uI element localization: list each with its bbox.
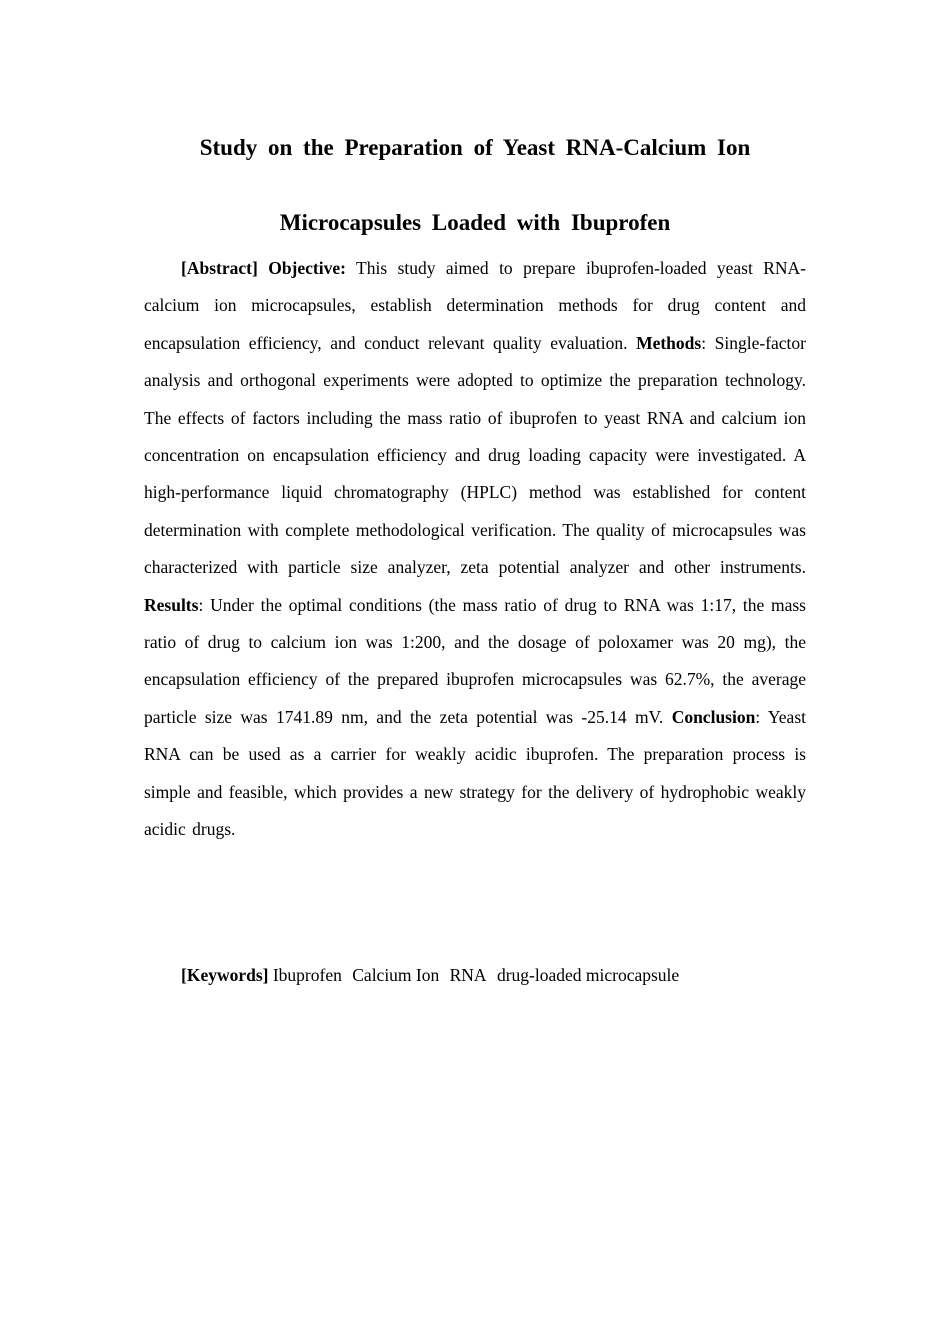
methods-text: : Single-factor analysis and orthogonal experiments were adopted to optimize the preparation technology. The effects of factors including the mass ratio of ibuprofen to yeast RNA and calcium ion concentration on encapsulation efficiency and drug loading capacity were investigated. A high-performance liquid chromatography (HPLC) method was established for content determination with complete methodological verification. The quality of microcapsules was characterized with particle size analyzer, zeta potential analyzer and other instruments. <box>144 332 807 578</box>
keyword-item: Calcium Ion <box>352 965 440 985</box>
keyword-item: Ibuprofen <box>272 965 342 985</box>
results-text: : Under the optimal conditions (the mass ratio of drug to RNA was 1:17, the mass ratio of drug to calcium ion was 1:200, and the dosage of poloxamer was 20 mg), the encapsulation efficiency of the prepared ibuprofen microcapsules was 62.7%, the average particle size was 1741.89 nm, and the zeta potential was -25.14 mV. <box>144 594 806 727</box>
paper-title <box>144 110 806 260</box>
objective-label: Objective: <box>268 258 346 278</box>
conclusion-label: Conclusion <box>671 706 756 727</box>
methods-label: Methods <box>636 332 702 353</box>
keyword-item: drug-loaded microcapsule <box>496 965 680 985</box>
keywords-line <box>144 957 806 994</box>
objective-text: This study aimed to prepare ibuprofen-loaded yeast RNA-calcium ion microcapsules, establish determination methods for drug content and encapsulation efficiency, and conduct relevant quality evaluation. <box>144 258 807 353</box>
conclusion-text: : Yeast RNA can be used as a carrier for weakly acidic ibuprofen. The preparation process is simple and feasible, which provides a new strategy for the delivery of hydrophobic weakly acidic drugs. <box>144 706 806 840</box>
paper-title-line-1: Study on the Preparation of Yeast RNA-Calcium Ion <box>199 135 751 160</box>
paper-title-line-2: Microcapsules Loaded with Ibuprofen <box>279 210 671 235</box>
results-label: Results <box>144 594 199 615</box>
keyword-item: RNA <box>449 965 487 985</box>
abstract-label: [Abstract] <box>181 258 258 278</box>
abstract-paragraph <box>144 250 806 849</box>
keywords-label: [Keywords] <box>181 965 269 985</box>
